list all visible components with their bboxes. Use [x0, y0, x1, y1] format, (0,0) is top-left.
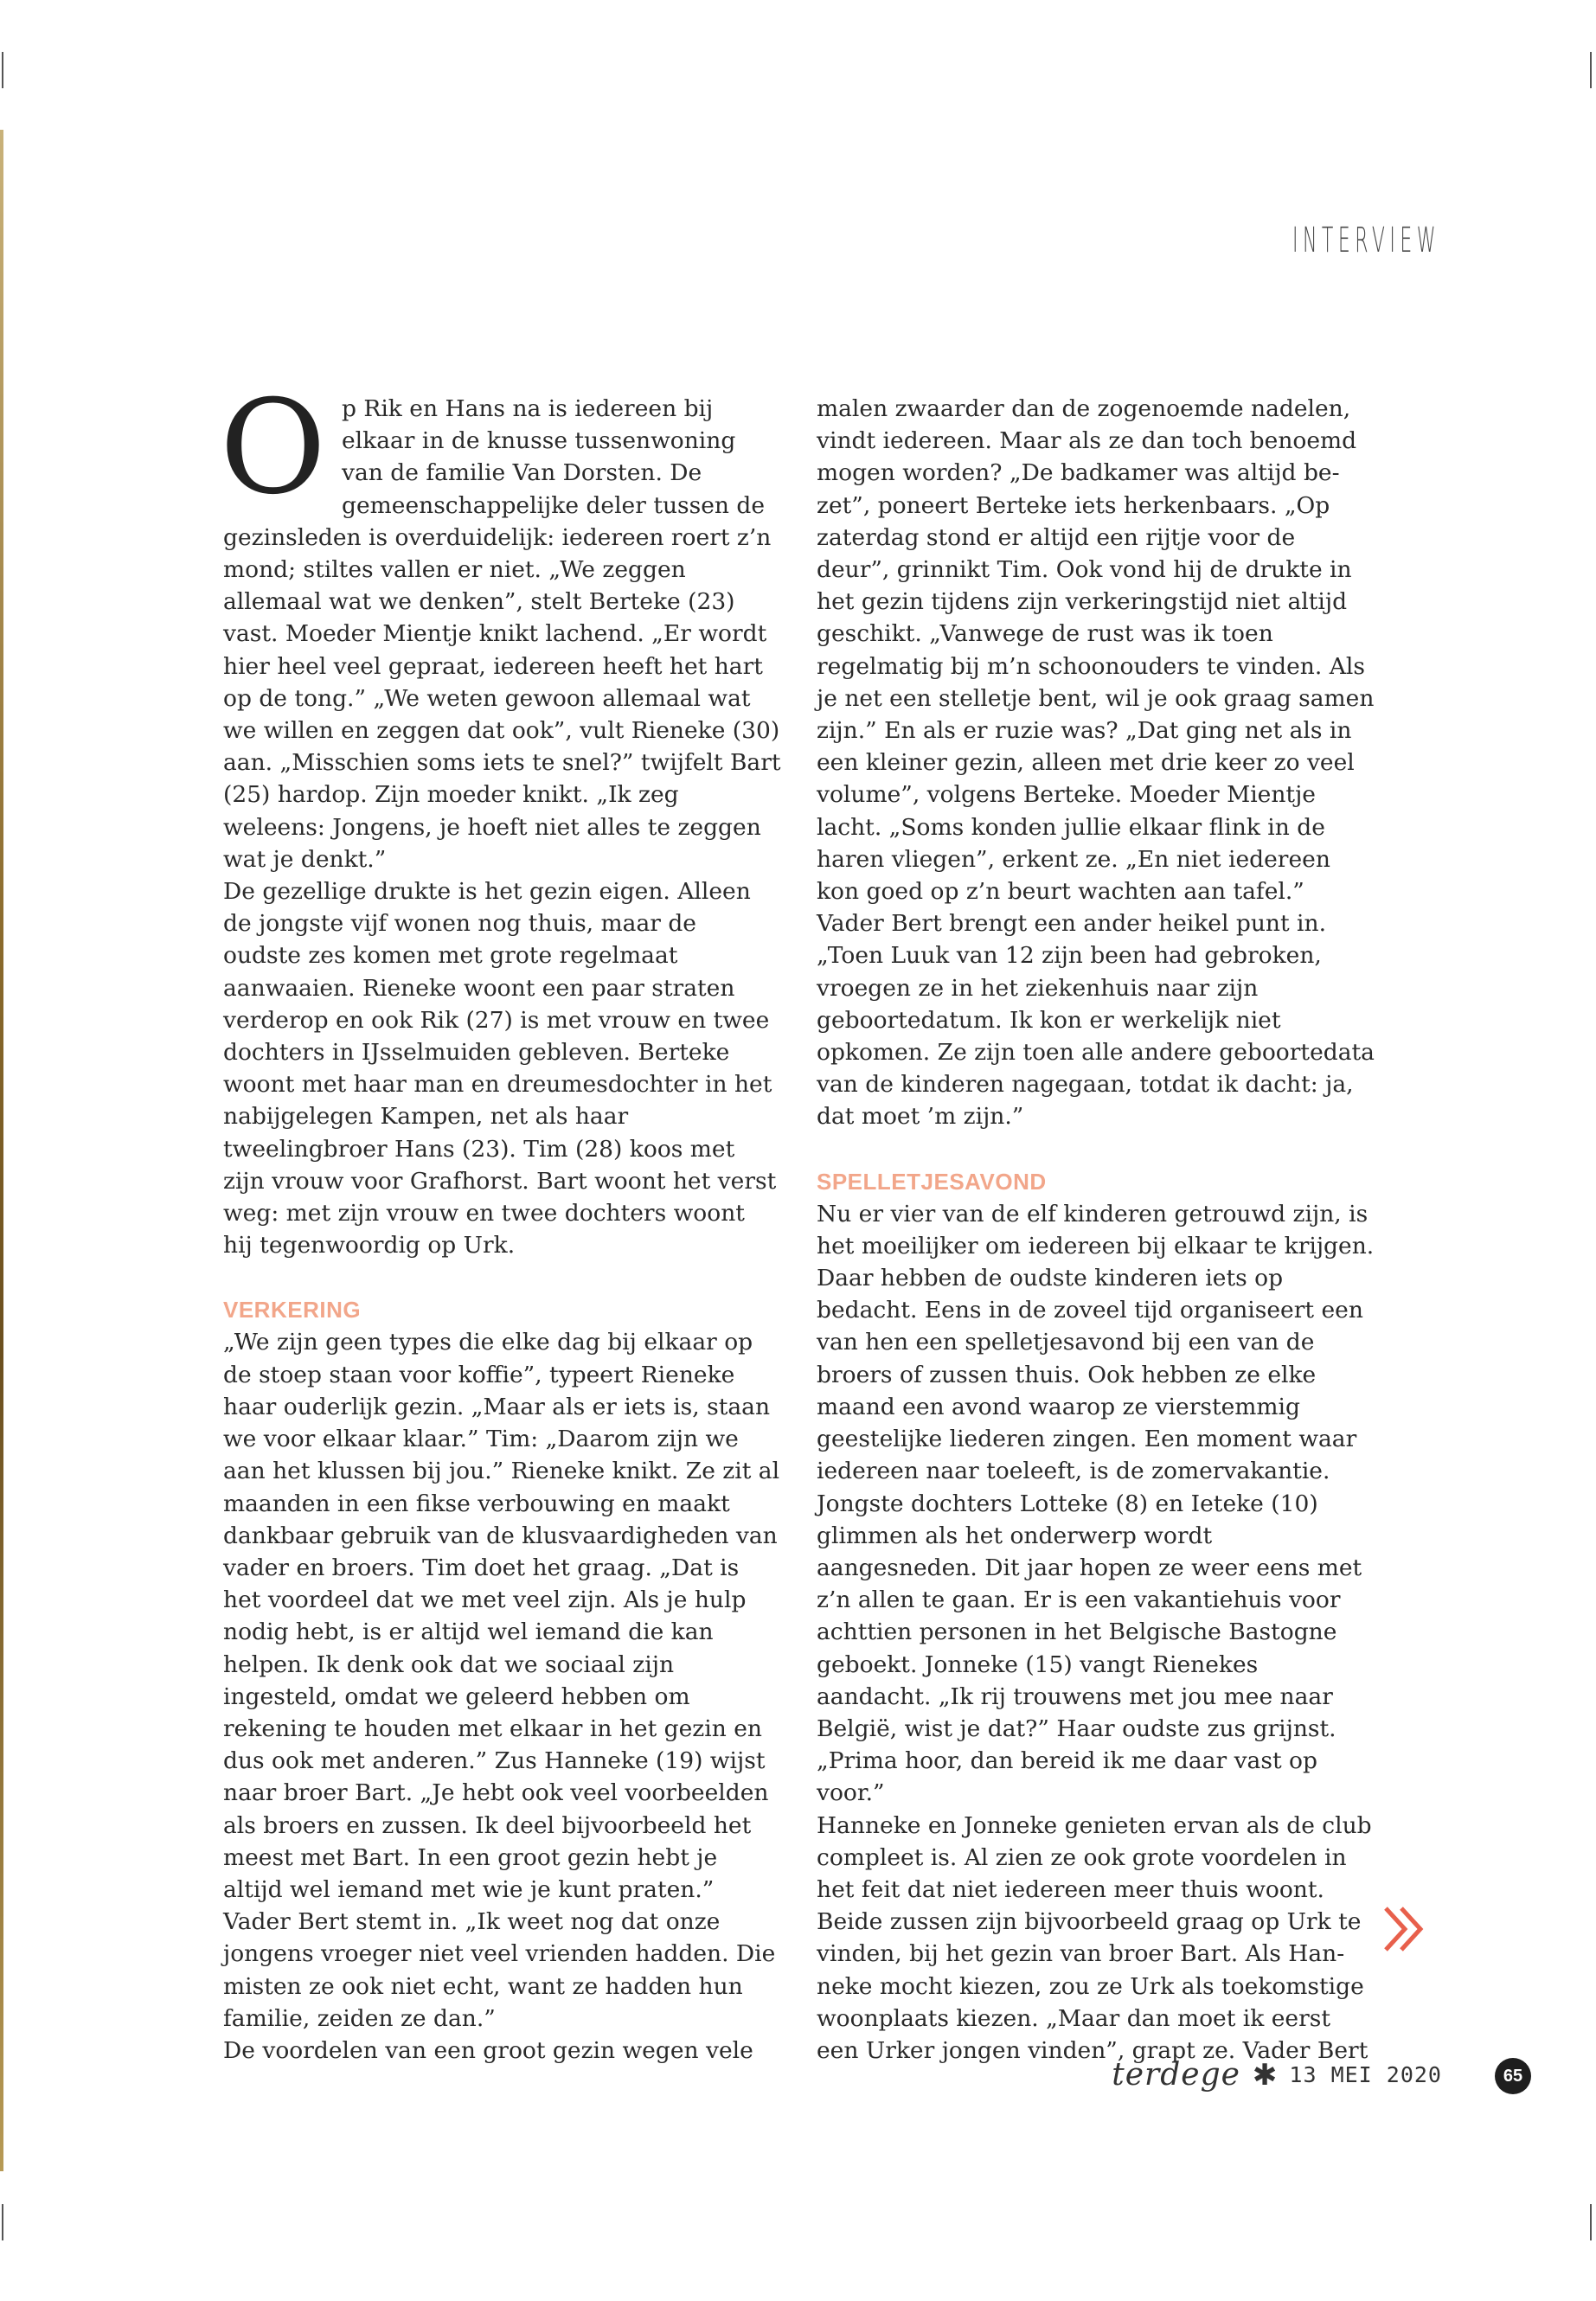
issue-date: 13 MEI 2020 — [1289, 2062, 1442, 2087]
page-spine-edge — [0, 130, 3, 2171]
paragraph: Vader Bert brengt een ander heikel punt in. „Toen Luuk van 12 zijn been had gebroken, vroegen ze in het ziekenhuis naar zijn geboortedatum. Ik kon er werkelijk niet opkomen. Ze zijn toen alle andere geboortedata van de kinderen nagegaan, totdat ik dacht: ja, dat moet ’m zijn.” — [817, 910, 1375, 1131]
subhead-spelletjesavond: SPELLETJESAVOND — [817, 1168, 1047, 1195]
magazine-logo: terdege — [1112, 2057, 1240, 2093]
subhead-verkering: VERKERING — [223, 1297, 362, 1324]
separator-star-icon: ✱ — [1252, 2057, 1278, 2093]
page-number: 65 — [1495, 2058, 1531, 2094]
right-column — [817, 393, 1375, 2067]
paragraph: De gezellige drukte is het gezin eigen. Alleen de jongste vijf wonen nog thuis, maar de oudste zes komen met grote regelmaat aanwaaien. Rieneke woont een paar straten verderop en ook Rik (27) is met vrouw en twee dochters in IJsselmuiden gebleven. Berteke woont met haar man en dreumesdochter in het nabijgelegen Kampen, net als haar tweelingbroer Hans (23). Tim (28) koos met zijn vrouw voor Grafhorst. Bart woont het verst weg: met zijn vrouw en twee dochters woont hij tegenwoordig op Urk. — [223, 878, 777, 1259]
continue-chevron-icon — [1379, 1903, 1431, 1955]
paragraph: Nu er vier van de elf kinderen getrouwd zijn, is het moeilijker om iedereen bij elkaar te krijgen. Daar hebben de oudste kinderen iets op bedacht. Eens in de zoveel tijd organiseert een van hen een spelletjesavond bij een van de broers of zussen thuis. Ook hebben ze elke maand een avond waarop ze vierstemmig geestelijke liederen zingen. Een moment waar iedereen naar toeleeft, is de zomervakantie. Jongste dochters Lotteke (8) en Ieteke (10) glimmen als het onderwerp wordt aangesneden. Dit jaar hopen ze weer eens met z’n allen te gaan. Er is een vakantiehuis voor achttien personen in het Belgische Bastogne geboekt. Jonneke (15) vangt Rienekes aandacht. „Ik rij trouwens met jou mee naar België, wist je dat?” Haar oudste zus grijnst. „Prima hoor, dan bereid ik me daar vast op voor.” — [817, 1200, 1375, 1807]
crop-mark-top-left — [2, 52, 3, 88]
crop-mark-top-right — [1590, 52, 1592, 88]
footer — [1112, 2057, 1442, 2093]
intro-paragraph — [220, 373, 781, 875]
crop-mark-bottom-right — [1590, 2204, 1592, 2240]
paragraph: De voordelen van een groot gezin wegen vele — [223, 2036, 753, 2064]
crop-mark-bottom-left — [2, 2204, 3, 2240]
drop-cap: O — [220, 373, 326, 523]
paragraph: „We zijn geen types die elke dag bij elkaar op de stoep staan voor koffie”, typeert Rieneke haar ouderlijk gezin. „Maar als er iets is, staan we voor elkaar klaar.” Tim: „Daarom zijn we aan het klussen bij jou.” Rieneke knikt. Ze zit al maanden in een fikse verbouwing en maakt dankbaar gebruik van de klusvaardigheden van vader en broers. Tim doet het graag. „Dat is het voordeel dat we met veel zijn. Als je hulp nodig hebt, is er altijd wel iemand die kan helpen. Ik denk ook dat we sociaal zijn ingesteld, omdat we geleerd hebben om rekening te houden met elkaar in het gezin en dus ook met anderen.” Zus Hanneke (19) wijst naar broer Bart. „Je hebt ook veel voorbeelden als broers en zussen. Ik deel bijvoorbeeld het meest met Bart. In een groot gezin hebt je altijd wel iemand met wie je kunt praten.” Vader Bert stemt in. „Ik weet nog dat onze jongens vroeger niet veel vrienden hadden. Die misten ze ook niet echt, want ze hadden hun familie, zeiden ze dan.” — [223, 1329, 780, 2032]
paragraph: malen zwaarder dan de zogenoemde nadelen, vindt iedereen. Maar als ze dan toch benoemd mogen worden? „De badkamer was altijd bezet”, poneert Berteke iets herkenbaars. „Op zaterdag stond er altijd een rijtje voor de deur”, grinnikt Tim. Ook vond hij de drukte in het gezin tijdens zijn verkeringstijd niet altijd geschikt. „Vanwege de rust was ik toen regelmatig bij m’n schoonouders te vinden. Als je net een stelletje bent, wil je ook graag samen zijn.” En als er ruzie was? „Dat ging net als in een kleiner gezin, alleen met drie keer zo veel volume”, volgens Berteke. Moeder Mientje lacht. „Soms konden jullie elkaar flink in de haren vliegen”, erkent ze. „En niet iedereen kon goed op z’n beurt wachten aan tafel.” — [817, 395, 1375, 906]
intro-text: p Rik en Hans na is iedereen bij elkaar in de knusse tussenwoning van de familie Van Dorsten. De gemeenschappelijke deler tussen de gezinsleden is overduidelijk: iedereen roert z’n mond; stiltes vallen er niet. „We zeggen allemaal wat we denken”, stelt Berteke (23) vast. Moeder Mientje knikt lachend. „Er wordt hier heel veel gepraat, iedereen heeft het hart op de tong.” „We weten gewoon allemaal wat we willen en zeggen dat ook”, vult Rieneke (30) aan. „Misschien soms iets te snel?” twijfelt Bart (25) hardop. Zijn moeder knikt. „Ik zeg weleens: Jongens, je hoeft niet alles te zeggen wat je denkt.” — [223, 395, 781, 873]
section-label: INTERVIEW — [1292, 221, 1440, 260]
left-column — [220, 373, 781, 2067]
paragraph: Hanneke en Jonneke genieten ervan als de club compleet is. Al zien ze ook grote voordelen in het feit dat niet iedereen meer thuis woont. Beide zussen zijn bijvoorbeeld graag op Urk te vinden, bij het gezin van broer Bart. Als Hanneke mocht kiezen, zou ze Urk als toekomstige woonplaats kiezen. „Maar dan moet ik eerst een Urker jongen vinden”, grapt ze. Vader Bert — [817, 1811, 1372, 2064]
